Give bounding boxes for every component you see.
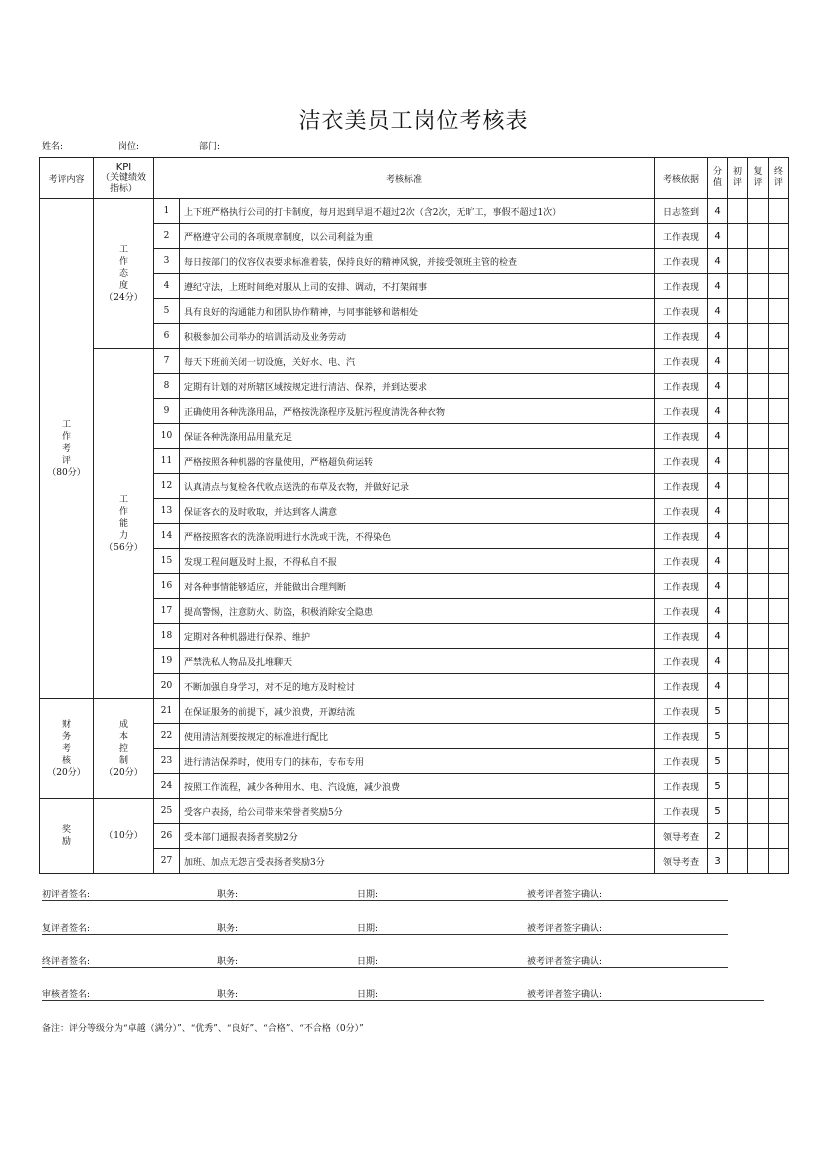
first-review-cell[interactable] [728, 249, 748, 274]
basis-cell: 工作表现 [655, 449, 708, 474]
score-cell: 5 [708, 724, 728, 749]
score-cell: 4 [708, 349, 728, 374]
second-review-cell[interactable] [748, 724, 769, 749]
kpi-attitude-char: 态 [118, 268, 128, 279]
date-label: 日期: [357, 990, 379, 1000]
second-review-cell[interactable] [748, 299, 769, 324]
score-cell: 4 [708, 674, 728, 699]
score-cell: 4 [708, 524, 728, 549]
standard-cell: 具有良好的沟通能力和团队协作精神，与同事能够和谐相处 [180, 299, 655, 324]
group-work-char: （80分） [47, 467, 86, 478]
score-cell: 4 [708, 424, 728, 449]
score-cell: 4 [708, 649, 728, 674]
standard-cell: 按照工作流程，减少各种用水、电、汽设施，减少浪费 [180, 774, 655, 799]
score-cell: 5 [708, 699, 728, 724]
row-number: 27 [154, 849, 180, 874]
second-review-cell[interactable] [748, 649, 769, 674]
second-review-cell[interactable] [748, 674, 769, 699]
standard-cell: 每日按部门的仪容仪表要求标准着装，保持良好的精神风貌，并接受领班主管的检查 [180, 249, 655, 274]
first-review-cell[interactable] [728, 524, 748, 549]
standard-cell: 认真清点与复检各代收点送洗的布草及衣物，并做好记录 [180, 474, 655, 499]
basis-cell: 工作表现 [655, 399, 708, 424]
basis-cell: 领导考查 [655, 824, 708, 849]
kpi-cost-char: 控 [118, 743, 128, 754]
kpi-ability-char: 能 [118, 518, 128, 529]
final-review-cell[interactable] [769, 349, 789, 374]
signature-row-4 [42, 987, 767, 999]
name-label: 姓名: [42, 142, 64, 152]
first-review-cell[interactable] [728, 674, 748, 699]
standard-cell: 正确使用各种洗涤用品，严格按洗涤程序及脏污程度清洗各种衣物 [180, 399, 655, 424]
group-reward-char: 励 [61, 837, 71, 847]
score-cell: 4 [708, 624, 728, 649]
group-reward-char: 奖 [61, 825, 71, 835]
basis-cell: 工作表现 [655, 499, 708, 524]
first-review-cell[interactable] [728, 324, 748, 349]
group-work-char: 工 [61, 419, 71, 430]
kpi-cost-char: 制 [118, 755, 128, 766]
final-review-cell[interactable] [769, 749, 789, 774]
final-review-cell[interactable] [769, 249, 789, 274]
second-review-cell[interactable] [748, 249, 769, 274]
group-finance-char: 财 [61, 719, 71, 730]
row-number: 6 [154, 324, 180, 349]
score-cell: 4 [708, 324, 728, 349]
second-review-cell[interactable] [748, 849, 769, 874]
table-row [40, 799, 789, 824]
date-label: 日期: [357, 924, 379, 934]
signature-line [42, 900, 728, 901]
basis-cell: 工作表现 [655, 699, 708, 724]
second-review-cell[interactable] [748, 524, 769, 549]
confirm-label: 被考评者签字确认: [527, 990, 603, 1000]
score-cell: 4 [708, 274, 728, 299]
second-review-cell[interactable] [748, 449, 769, 474]
row-number: 10 [154, 424, 180, 449]
row-number: 22 [154, 724, 180, 749]
score-cell: 5 [708, 774, 728, 799]
row-number: 1 [154, 199, 180, 224]
row-number: 14 [154, 524, 180, 549]
header-content: 考评内容 [40, 158, 94, 199]
standard-cell: 上下班严格执行公司的打卡制度，每月迟到早退不超过2次（含2次，无旷工，事假不超过1次） [180, 199, 655, 224]
first-review-cell[interactable] [728, 374, 748, 399]
table-row [40, 199, 789, 224]
basis-cell: 工作表现 [655, 649, 708, 674]
score-cell: 4 [708, 299, 728, 324]
header-final-1: 终 [774, 167, 784, 177]
header-kpi-line1: KPI [115, 161, 132, 173]
first-review-cell[interactable] [728, 724, 748, 749]
final-review-cell[interactable] [769, 849, 789, 874]
confirm-label: 被考评者签字确认: [527, 890, 603, 900]
score-cell: 4 [708, 474, 728, 499]
first-review-cell[interactable] [728, 224, 748, 249]
second-review-cell[interactable] [748, 599, 769, 624]
score-cell: 4 [708, 399, 728, 424]
second-review-cell[interactable] [748, 799, 769, 824]
header-first-1: 初 [733, 167, 743, 177]
row-number: 21 [154, 699, 180, 724]
duty-label: 职务: [217, 957, 239, 967]
header-score-2: 值 [713, 178, 723, 188]
standard-cell: 保证各种洗涤用品用量充足 [180, 424, 655, 449]
score-cell: 3 [708, 849, 728, 874]
score-cell: 4 [708, 449, 728, 474]
reviewer-label: 复评者签名: [42, 924, 91, 934]
second-review-cell[interactable] [748, 824, 769, 849]
kpi-cost-char: 成 [118, 719, 128, 730]
final-review-cell[interactable] [769, 374, 789, 399]
signature-line [42, 967, 728, 968]
standard-cell: 对各种事情能够适应，并能做出合理判断 [180, 574, 655, 599]
header-basis: 考核依据 [655, 158, 708, 199]
duty-label: 职务: [217, 890, 239, 900]
final-review-cell[interactable] [769, 624, 789, 649]
header-second-1: 复 [753, 167, 763, 177]
header-kpi [94, 158, 154, 199]
table-row [40, 699, 789, 724]
group-finance-char: 核 [61, 755, 71, 766]
final-review-cell[interactable] [769, 424, 789, 449]
score-cell: 4 [708, 374, 728, 399]
final-review-cell[interactable] [769, 274, 789, 299]
row-number: 2 [154, 224, 180, 249]
row-number: 12 [154, 474, 180, 499]
basis-cell: 工作表现 [655, 724, 708, 749]
group-finance-char: （20分） [47, 767, 86, 778]
first-review-cell[interactable] [728, 599, 748, 624]
signature-line [42, 1000, 764, 1001]
final-review-cell[interactable] [769, 399, 789, 424]
standard-cell: 提高警惕，注意防火、防盗，积极消除安全隐患 [180, 599, 655, 624]
basis-cell: 工作表现 [655, 749, 708, 774]
basis-cell: 工作表现 [655, 474, 708, 499]
header-first [728, 158, 748, 199]
basis-cell: 日志签到 [655, 199, 708, 224]
second-review-cell[interactable] [748, 224, 769, 249]
first-review-cell[interactable] [728, 424, 748, 449]
first-review-cell[interactable] [728, 574, 748, 599]
basis-cell: 工作表现 [655, 224, 708, 249]
second-review-cell[interactable] [748, 749, 769, 774]
table-row [40, 349, 789, 374]
score-cell: 5 [708, 749, 728, 774]
basis-cell: 工作表现 [655, 299, 708, 324]
first-review-cell[interactable] [728, 549, 748, 574]
row-number: 11 [154, 449, 180, 474]
second-review-cell[interactable] [748, 199, 769, 224]
standard-cell: 每天下班前关闭一切设施，关好水、电、汽 [180, 349, 655, 374]
basis-cell: 工作表现 [655, 624, 708, 649]
first-review-cell[interactable] [728, 449, 748, 474]
final-review-cell[interactable] [769, 574, 789, 599]
first-review-cell[interactable] [728, 774, 748, 799]
basis-cell: 工作表现 [655, 774, 708, 799]
header-score [708, 158, 728, 199]
first-review-cell[interactable] [728, 399, 748, 424]
final-review-cell[interactable] [769, 524, 789, 549]
second-review-cell[interactable] [748, 399, 769, 424]
second-review-cell[interactable] [748, 274, 769, 299]
row-number: 5 [154, 299, 180, 324]
first-review-cell[interactable] [728, 649, 748, 674]
date-label: 日期: [357, 957, 379, 967]
row-number: 23 [154, 749, 180, 774]
signature-row-2 [42, 921, 767, 933]
kpi-attitude-char: 工 [118, 244, 128, 255]
second-review-cell[interactable] [748, 699, 769, 724]
score-cell: 4 [708, 549, 728, 574]
kpi-attitude [94, 199, 154, 349]
standard-cell: 受本部门通报表扬者奖励2分 [180, 824, 655, 849]
final-review-cell[interactable] [769, 474, 789, 499]
group-work-char: 作 [61, 431, 71, 442]
final-review-cell[interactable] [769, 699, 789, 724]
score-cell: 4 [708, 499, 728, 524]
group-finance-char: 考 [61, 743, 71, 754]
standard-cell: 严禁洗私人物品及扎堆聊天 [180, 649, 655, 674]
basis-cell: 工作表现 [655, 349, 708, 374]
score-cell: 4 [708, 224, 728, 249]
group-work-char: 考 [61, 443, 71, 454]
first-review-cell[interactable] [728, 349, 748, 374]
second-review-cell[interactable] [748, 774, 769, 799]
score-cell: 2 [708, 824, 728, 849]
kpi-cost-char: （20分） [104, 767, 143, 778]
score-cell: 4 [708, 199, 728, 224]
header-final [769, 158, 789, 199]
kpi-ability-char: 力 [118, 530, 128, 541]
standard-cell: 严格按照各种机器的容量使用，严格超负荷运转 [180, 449, 655, 474]
kpi-reward: （10分） [94, 799, 154, 874]
second-review-cell[interactable] [748, 549, 769, 574]
reviewer-label: 初评者签名: [42, 890, 91, 900]
final-review-cell[interactable] [769, 774, 789, 799]
first-review-cell[interactable] [728, 699, 748, 724]
final-review-cell[interactable] [769, 799, 789, 824]
standard-cell: 不断加强自身学习，对不足的地方及时检讨 [180, 674, 655, 699]
first-review-cell[interactable] [728, 824, 748, 849]
kpi-cost [94, 699, 154, 799]
final-review-cell[interactable] [769, 324, 789, 349]
row-number: 13 [154, 499, 180, 524]
standard-cell: 受客户表扬，给公司带来荣誉者奖励5分 [180, 799, 655, 824]
basis-cell: 工作表现 [655, 674, 708, 699]
second-review-cell[interactable] [748, 374, 769, 399]
header-final-2: 评 [774, 178, 784, 188]
basis-cell: 工作表现 [655, 599, 708, 624]
first-review-cell[interactable] [728, 749, 748, 774]
row-number: 4 [154, 274, 180, 299]
kpi-cost-char: 本 [118, 731, 128, 742]
row-number: 18 [154, 624, 180, 649]
basis-cell: 工作表现 [655, 249, 708, 274]
header-second-2: 评 [753, 178, 763, 188]
group-reward [40, 799, 94, 874]
first-review-cell[interactable] [728, 499, 748, 524]
basis-cell: 领导考查 [655, 849, 708, 874]
standard-cell: 保证客衣的及时收取，并达到客人满意 [180, 499, 655, 524]
standard-cell: 积极参加公司举办的培训活动及业务劳动 [180, 324, 655, 349]
final-review-cell[interactable] [769, 599, 789, 624]
row-number: 19 [154, 649, 180, 674]
basis-cell: 工作表现 [655, 374, 708, 399]
standard-cell: 进行清洁保养时，使用专门的抹布，专布专用 [180, 749, 655, 774]
row-number: 3 [154, 249, 180, 274]
group-work-char: 评 [61, 455, 71, 466]
assessment-table [39, 157, 789, 874]
kpi-ability-char: （56分） [104, 542, 143, 553]
group-work [40, 199, 94, 699]
header-standard: 考核标准 [154, 158, 655, 199]
kpi-ability-char: 作 [118, 506, 128, 517]
duty-label: 职务: [217, 924, 239, 934]
reviewer-label: 终评者签名: [42, 957, 91, 967]
basis-cell: 工作表现 [655, 549, 708, 574]
score-cell: 4 [708, 599, 728, 624]
second-review-cell[interactable] [748, 324, 769, 349]
page-title: 洁衣美员工岗位考核表 [298, 109, 529, 134]
row-number: 20 [154, 674, 180, 699]
kpi-attitude-char: 度 [118, 280, 128, 291]
basis-cell: 工作表现 [655, 274, 708, 299]
signature-line [42, 934, 728, 935]
score-cell: 4 [708, 574, 728, 599]
final-review-cell[interactable] [769, 499, 789, 524]
basis-cell: 工作表现 [655, 324, 708, 349]
group-finance [40, 699, 94, 799]
second-review-cell[interactable] [748, 499, 769, 524]
dept-label: 部门: [199, 142, 221, 152]
standard-cell: 遵纪守法，上班时间绝对服从上司的安排、调动，不打架闹事 [180, 274, 655, 299]
standard-cell: 发现工程问题及时上报，不得私自不报 [180, 549, 655, 574]
header-kpi-line3: 指标） [109, 183, 137, 194]
kpi-ability-char: 工 [118, 494, 128, 505]
standard-cell: 严格遵守公司的各项规章制度，以公司利益为重 [180, 224, 655, 249]
final-review-cell[interactable] [769, 824, 789, 849]
confirm-label: 被考评者签字确认: [527, 957, 603, 967]
standard-cell: 定期有计划的对所辖区域按规定进行清洁、保养，并到达要求 [180, 374, 655, 399]
confirm-label: 被考评者签字确认: [527, 924, 603, 934]
final-review-cell[interactable] [769, 674, 789, 699]
second-review-cell[interactable] [748, 424, 769, 449]
header-row [40, 158, 789, 199]
basis-cell: 工作表现 [655, 799, 708, 824]
row-number: 24 [154, 774, 180, 799]
row-number: 9 [154, 399, 180, 424]
score-cell: 5 [708, 799, 728, 824]
final-review-cell[interactable] [769, 549, 789, 574]
final-review-cell[interactable] [769, 724, 789, 749]
header-kpi-line2: （关键绩效 [100, 172, 146, 183]
header-first-2: 评 [733, 178, 743, 188]
row-number: 17 [154, 599, 180, 624]
first-review-cell[interactable] [728, 199, 748, 224]
row-number: 15 [154, 549, 180, 574]
standard-cell: 严格按照客衣的洗涤说明进行水洗或干洗，不得染色 [180, 524, 655, 549]
standard-cell: 定期对各种机器进行保养、维护 [180, 624, 655, 649]
first-review-cell[interactable] [728, 474, 748, 499]
basis-cell: 工作表现 [655, 524, 708, 549]
standard-cell: 使用清洁剂要按规定的标准进行配比 [180, 724, 655, 749]
header-second [748, 158, 769, 199]
basis-cell: 工作表现 [655, 574, 708, 599]
final-review-cell[interactable] [769, 224, 789, 249]
second-review-cell[interactable] [748, 349, 769, 374]
duty-label: 职务: [217, 990, 239, 1000]
header-score-1: 分 [713, 167, 723, 177]
signature-row-1 [42, 887, 767, 899]
footnote: 备注：评分等级分为“卓越（满分）”、“优秀”、“良好”、“合格”、“不合格（0分）” [42, 1024, 364, 1034]
group-finance-char: 务 [61, 731, 71, 742]
first-review-cell[interactable] [728, 849, 748, 874]
signature-row-3 [42, 954, 767, 966]
position-label: 岗位: [118, 142, 140, 152]
row-number: 16 [154, 574, 180, 599]
second-review-cell[interactable] [748, 474, 769, 499]
reviewer-label: 审核者签名: [42, 990, 91, 1000]
row-number: 7 [154, 349, 180, 374]
kpi-ability [94, 349, 154, 699]
row-number: 8 [154, 374, 180, 399]
basis-cell: 工作表现 [655, 424, 708, 449]
final-review-cell[interactable] [769, 649, 789, 674]
kpi-attitude-char: 作 [118, 256, 128, 267]
date-label: 日期: [357, 890, 379, 900]
first-review-cell[interactable] [728, 624, 748, 649]
row-number: 25 [154, 799, 180, 824]
standard-cell: 加班、加点无怨言受表扬者奖励3分 [180, 849, 655, 874]
kpi-attitude-char: （24分） [104, 292, 143, 303]
first-review-cell[interactable] [728, 299, 748, 324]
first-review-cell[interactable] [728, 274, 748, 299]
final-review-cell[interactable] [769, 199, 789, 224]
standard-cell: 在保证服务的前提下，减少浪费，开源结流 [180, 699, 655, 724]
row-number: 26 [154, 824, 180, 849]
second-review-cell[interactable] [748, 624, 769, 649]
second-review-cell[interactable] [748, 574, 769, 599]
first-review-cell[interactable] [728, 799, 748, 824]
score-cell: 4 [708, 249, 728, 274]
final-review-cell[interactable] [769, 449, 789, 474]
final-review-cell[interactable] [769, 299, 789, 324]
